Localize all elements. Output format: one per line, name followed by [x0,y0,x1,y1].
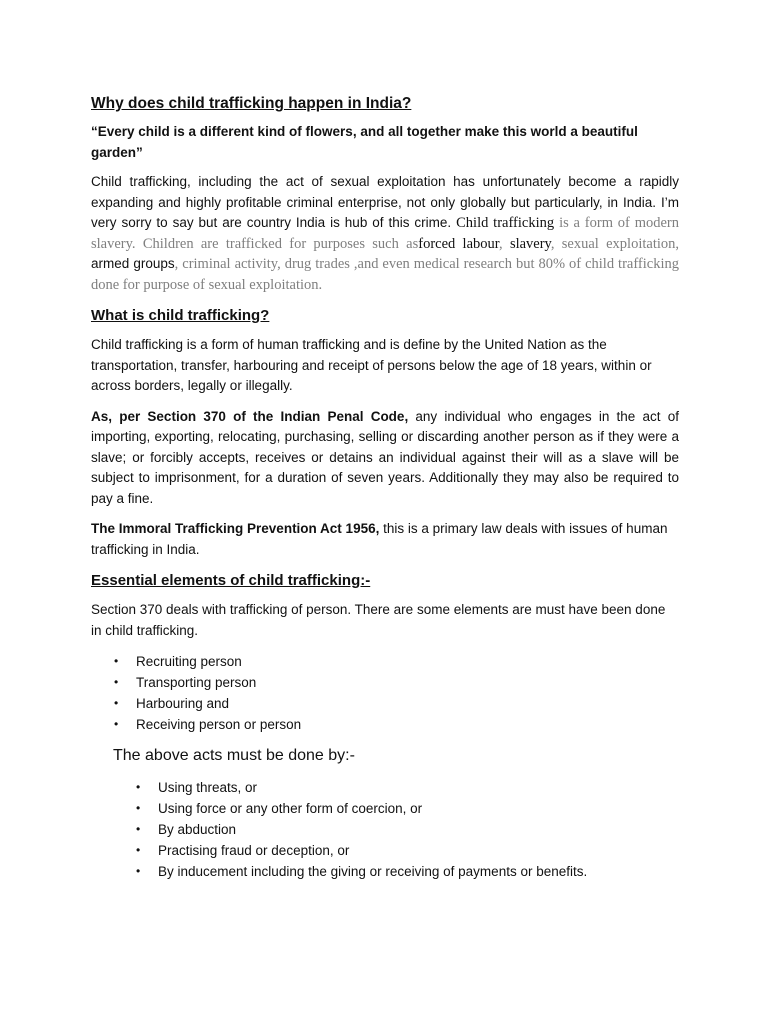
paragraph-section-370-elements: Section 370 deals with trafficking of person. There are some elements are must have been done in child trafficking. [91,602,666,638]
itpa-text: this is a primary law deals with issues of human trafficking in India. [91,521,668,557]
list-item: • Transporting person [136,672,679,693]
list-item: • Harbouring and [136,693,679,714]
heading-why: Why does child trafficking happen in India? [91,95,412,112]
intro-sexual-exploitation: , sexual exploitation, [550,235,680,252]
intro-child-trafficking: Child trafficking [456,215,555,231]
list-item: • Receiving person or person [136,714,679,735]
heading-elements: Essential elements of child trafficking:- [91,572,371,589]
paragraph-definition: Child trafficking is a form of human trafficking and is define by the United Nation as the transportation, transfer, harbouring and receipt of persons below the age of 18 years, within or across borders, legally or illegally. [91,337,652,393]
intro-modern-slavery: is a form of modern slavery. Children are trafficked for purposes such as [91,215,679,252]
quote-paragraph: “Every child is a different kind of flowers, and all together make this world a beautiful garden” [91,124,638,160]
list-item: • Using force or any other form of coercion, or [158,798,679,819]
itpa-bold: The Immoral Trafficking Prevention Act 1956, [91,521,380,536]
intro-slavery: slavery [509,235,551,252]
bullet-icon: • [114,654,119,668]
paragraph-intro [91,172,679,295]
paragraph-section-370 [91,407,679,510]
intro-rest: , criminal activity, drug trades ,and even medical research but 80% of child trafficking done for purpose of sexual exploitation. [91,256,679,293]
bullet-icon: • [136,801,141,815]
bullet-icon: • [136,843,141,857]
bullet-icon: • [114,717,119,731]
intro-comma: , [499,235,510,252]
list-item: • Practising fraud or deception, or [158,840,679,861]
bullet-icon: • [114,675,119,689]
bullet-icon: • [136,822,141,836]
elements-list [114,651,679,735]
list-item: • Recruiting person [136,651,679,672]
paragraph-itpa [91,519,679,560]
section-370-bold: As, per Section 370 of the Indian Penal Code, [91,408,409,424]
bullet-icon: • [136,780,141,794]
section-370-text: any individual who engages in the act of importing, exporting, relocating, purchasing, selling or discarding another person as if they were a slave; or forcibly accepts, receives or detains an individual against their will as a slave will be subject to imprisonment, for a duration of seven years. Additionally they may also be required to pay a fine. [91,408,679,506]
means-list [136,777,679,882]
list-item: • By abduction [158,819,679,840]
heading-what: What is child trafficking? [91,307,270,324]
bullet-icon: • [114,696,119,710]
list-item: • By inducement including the giving or receiving of payments or benefits. [158,861,679,882]
intro-forced-labour: forced labour [418,235,500,252]
acts-heading: The above acts must be done by:- [113,747,355,764]
intro-armed-groups: armed groups [91,256,175,271]
intro-text: Child trafficking, including the act of sexual exploitation has unfortunately become a rapidly expanding and highly profitable criminal enterprise, not only globally but particularly, in India. I’m very sorry to say but are country India is hub of this crime. [91,174,679,230]
list-item: • Using threats, or [158,777,679,798]
bullet-icon: • [136,864,141,878]
